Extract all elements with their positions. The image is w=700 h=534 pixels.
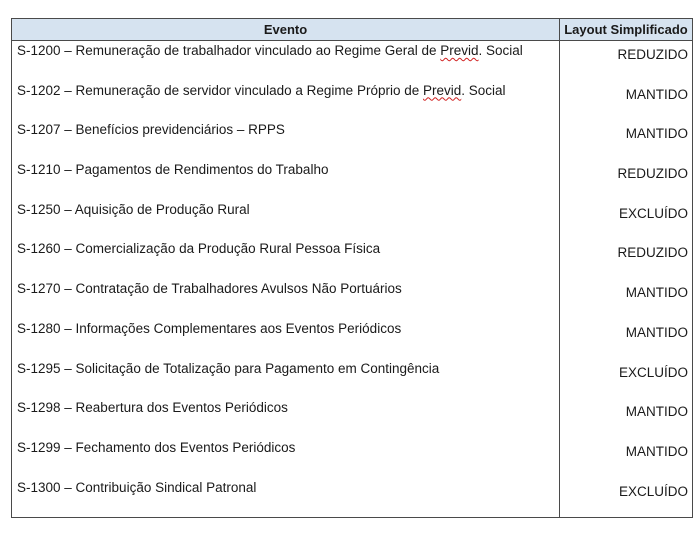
table-row	[12, 41, 692, 81]
event-cell	[12, 438, 560, 478]
event-cell	[12, 319, 560, 359]
table-row	[12, 478, 692, 518]
spellcheck-flagged-word: Previd	[440, 43, 479, 58]
event-cell	[12, 239, 560, 279]
event-cell	[12, 160, 560, 200]
event-text: S-1250 – Aquisição de Produção Rural	[17, 201, 250, 217]
table-body	[12, 41, 692, 517]
table-header	[12, 19, 692, 41]
header-layout-simplificado: Layout Simplificado	[564, 22, 688, 37]
event-cell	[12, 398, 560, 438]
table-row	[12, 319, 692, 359]
event-text: S-1260 – Comercialização da Produção Rural Pessoa Física	[17, 241, 381, 257]
table-row	[12, 398, 692, 438]
layout-status-cell: MANTIDO	[625, 86, 688, 102]
event-text: S-1270 – Contratação de Trabalhadores Avulsos Não Portuários	[17, 281, 402, 297]
header-event: Evento	[12, 19, 560, 40]
event-text: S-1210 – Pagamentos de Rendimentos do Trabalho	[17, 162, 329, 178]
layout-status-cell: EXCLUÍDO	[618, 205, 688, 221]
layout-status-cell: REDUZIDO	[617, 47, 688, 62]
table-row	[12, 160, 692, 200]
event-text: S-1298 – Reabertura dos Eventos Periódicos	[17, 400, 288, 416]
event-text-suffix: . Social	[461, 82, 506, 98]
table-row	[12, 120, 692, 160]
table-row	[12, 359, 692, 399]
event-cell	[12, 478, 560, 518]
event-cell	[12, 279, 560, 319]
event-cell	[12, 359, 560, 399]
event-cell	[12, 41, 560, 81]
event-text: S-1207 – Benefícios previdenciários – RPPS	[17, 122, 285, 138]
table-row	[12, 200, 692, 240]
table-row	[12, 438, 692, 478]
layout-status-cell: EXCLUÍDO	[618, 364, 688, 380]
layout-status-cell: REDUZIDO	[617, 245, 688, 261]
event-cell	[12, 120, 560, 160]
layout-status-cell: MANTIDO	[625, 126, 688, 142]
events-table	[11, 18, 693, 518]
layout-status-cell: MANTIDO	[625, 404, 688, 420]
table-row	[12, 81, 692, 121]
table-row	[12, 239, 692, 279]
layout-status-cell: MANTIDO	[625, 324, 688, 340]
layout-status-cell: EXCLUÍDO	[618, 483, 688, 499]
event-text: S-1202 – Remuneração de servidor vinculado a Regime Próprio de	[17, 82, 423, 98]
table-row	[12, 279, 692, 319]
event-text-suffix: . Social	[478, 43, 523, 58]
layout-status-cell: MANTIDO	[625, 285, 688, 301]
event-cell	[12, 200, 560, 240]
layout-status-cell: MANTIDO	[625, 443, 688, 459]
event-cell	[12, 81, 560, 121]
spellcheck-flagged-word: Previd	[422, 82, 462, 98]
event-text: S-1200 – Remuneração de trabalhador vinculado ao Regime Geral de	[17, 43, 441, 58]
event-text: S-1299 – Fechamento dos Eventos Periódicos	[17, 439, 296, 455]
event-text: S-1295 – Solicitação de Totalização para Pagamento em Contingência	[17, 360, 440, 376]
event-text: S-1280 – Informações Complementares aos Eventos Periódicos	[17, 320, 402, 336]
layout-status-cell: REDUZIDO	[617, 166, 688, 182]
event-text: S-1300 – Contribuição Sindical Patronal	[17, 479, 257, 495]
